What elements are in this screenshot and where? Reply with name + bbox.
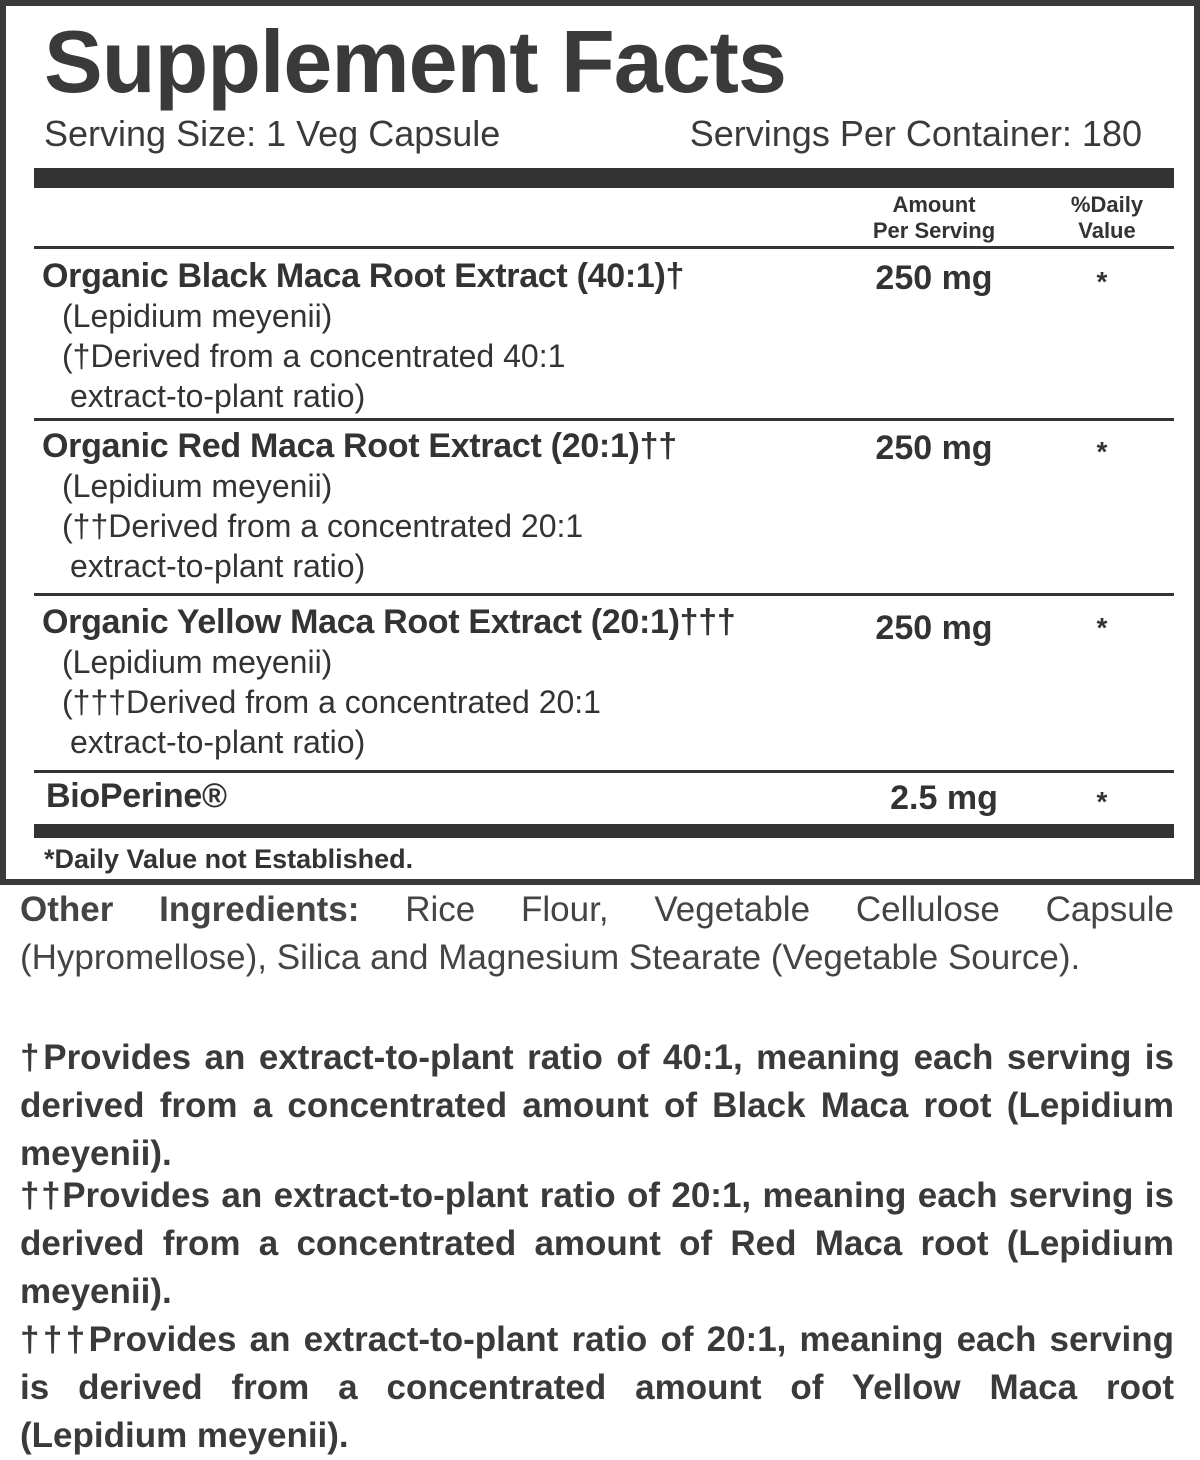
- ingredient-amount: 250 mg: [875, 609, 993, 647]
- ingredient-note-cont: extract-to-plant ratio): [70, 548, 366, 584]
- ingredient-note: (†Derived from a concentrated 40:1: [62, 338, 566, 374]
- top-thick-rule: [34, 168, 1174, 188]
- serving-size: Serving Size: 1 Veg Capsule: [44, 113, 501, 154]
- row-divider: [34, 418, 1174, 421]
- row-divider: [34, 593, 1174, 596]
- header-rule: [34, 246, 1174, 249]
- row-divider: [34, 770, 1174, 773]
- ingredient-note: (†††Derived from a concentrated 20:1: [62, 684, 601, 720]
- ingredient-name: BioPerine®: [46, 777, 227, 815]
- ingredient-latin-name: (Lepidium meyenii): [62, 298, 333, 334]
- servings-per-container: Servings Per Container: 180: [689, 113, 1142, 154]
- footnote-dagger-1: †Provides an extract-to-plant ratio of 40:1, meaning each serving is derived from a concentrated amount of Black Maca root (Lepidium meyenii).: [20, 1038, 1174, 1173]
- bottom-thick-rule: [34, 824, 1174, 838]
- ingredient-name: Organic Red Maca Root Extract (20:1)††: [42, 427, 677, 465]
- footnote-dagger-3: †††Provides an extract-to-plant ratio of 20:1, meaning each serving is derived from a concentrated amount of Yellow Maca root (Lepidium meyenii).: [20, 1320, 1174, 1455]
- ingredient-daily-value: *: [1096, 436, 1108, 467]
- ingredient-amount: 250 mg: [875, 259, 993, 297]
- other-ingredients-label: Other Ingredients:: [20, 890, 360, 929]
- ingredient-latin-name: (Lepidium meyenii): [62, 644, 333, 680]
- ingredient-note: (††Derived from a concentrated 20:1: [62, 508, 584, 544]
- ingredient-row: [34, 426, 1174, 586]
- panel-title: Supplement Facts: [44, 12, 786, 111]
- ingredient-amount: 250 mg: [875, 429, 993, 467]
- dv-header-line1: %Daily: [1070, 192, 1144, 217]
- other-ingredients-text: Rice Flour, Vegetable Cellulose Capsule (Hypromellose), Silica and Magnesium Stearate (Vegetable Source).: [20, 890, 1174, 977]
- ingredient-row: [34, 256, 1174, 416]
- ingredient-name: Organic Black Maca Root Extract (40:1)†: [42, 257, 685, 295]
- ingredient-daily-value: *: [1096, 786, 1108, 817]
- other-ingredients: [20, 886, 1174, 982]
- amount-per-serving-header: [844, 192, 1024, 244]
- daily-value-footnote: *Daily Value not Established.: [44, 844, 414, 874]
- ingredient-latin-name: (Lepidium meyenii): [62, 468, 333, 504]
- dv-header-line2: Value: [1078, 218, 1136, 243]
- ingredient-daily-value: *: [1096, 266, 1108, 297]
- amount-header-line2: Per Serving: [872, 218, 996, 243]
- ingredient-row: [34, 602, 1174, 762]
- ingredient-amount: 2.5 mg: [890, 779, 998, 817]
- amount-header-line1: Amount: [892, 192, 976, 217]
- ingredient-name: Organic Yellow Maca Root Extract (20:1)†††: [42, 603, 736, 641]
- ingredient-note-cont: extract-to-plant ratio): [70, 724, 366, 760]
- ingredient-note-cont: extract-to-plant ratio): [70, 378, 366, 414]
- ingredient-row: [34, 776, 1174, 820]
- ingredient-daily-value: *: [1096, 612, 1108, 643]
- footnote-dagger-2: ††Provides an extract-to-plant ratio of 20:1, meaning each serving is derived from a concentrated amount of Red Maca root (Lepidium meyenii).: [20, 1176, 1174, 1311]
- daily-value-header: [1044, 192, 1170, 244]
